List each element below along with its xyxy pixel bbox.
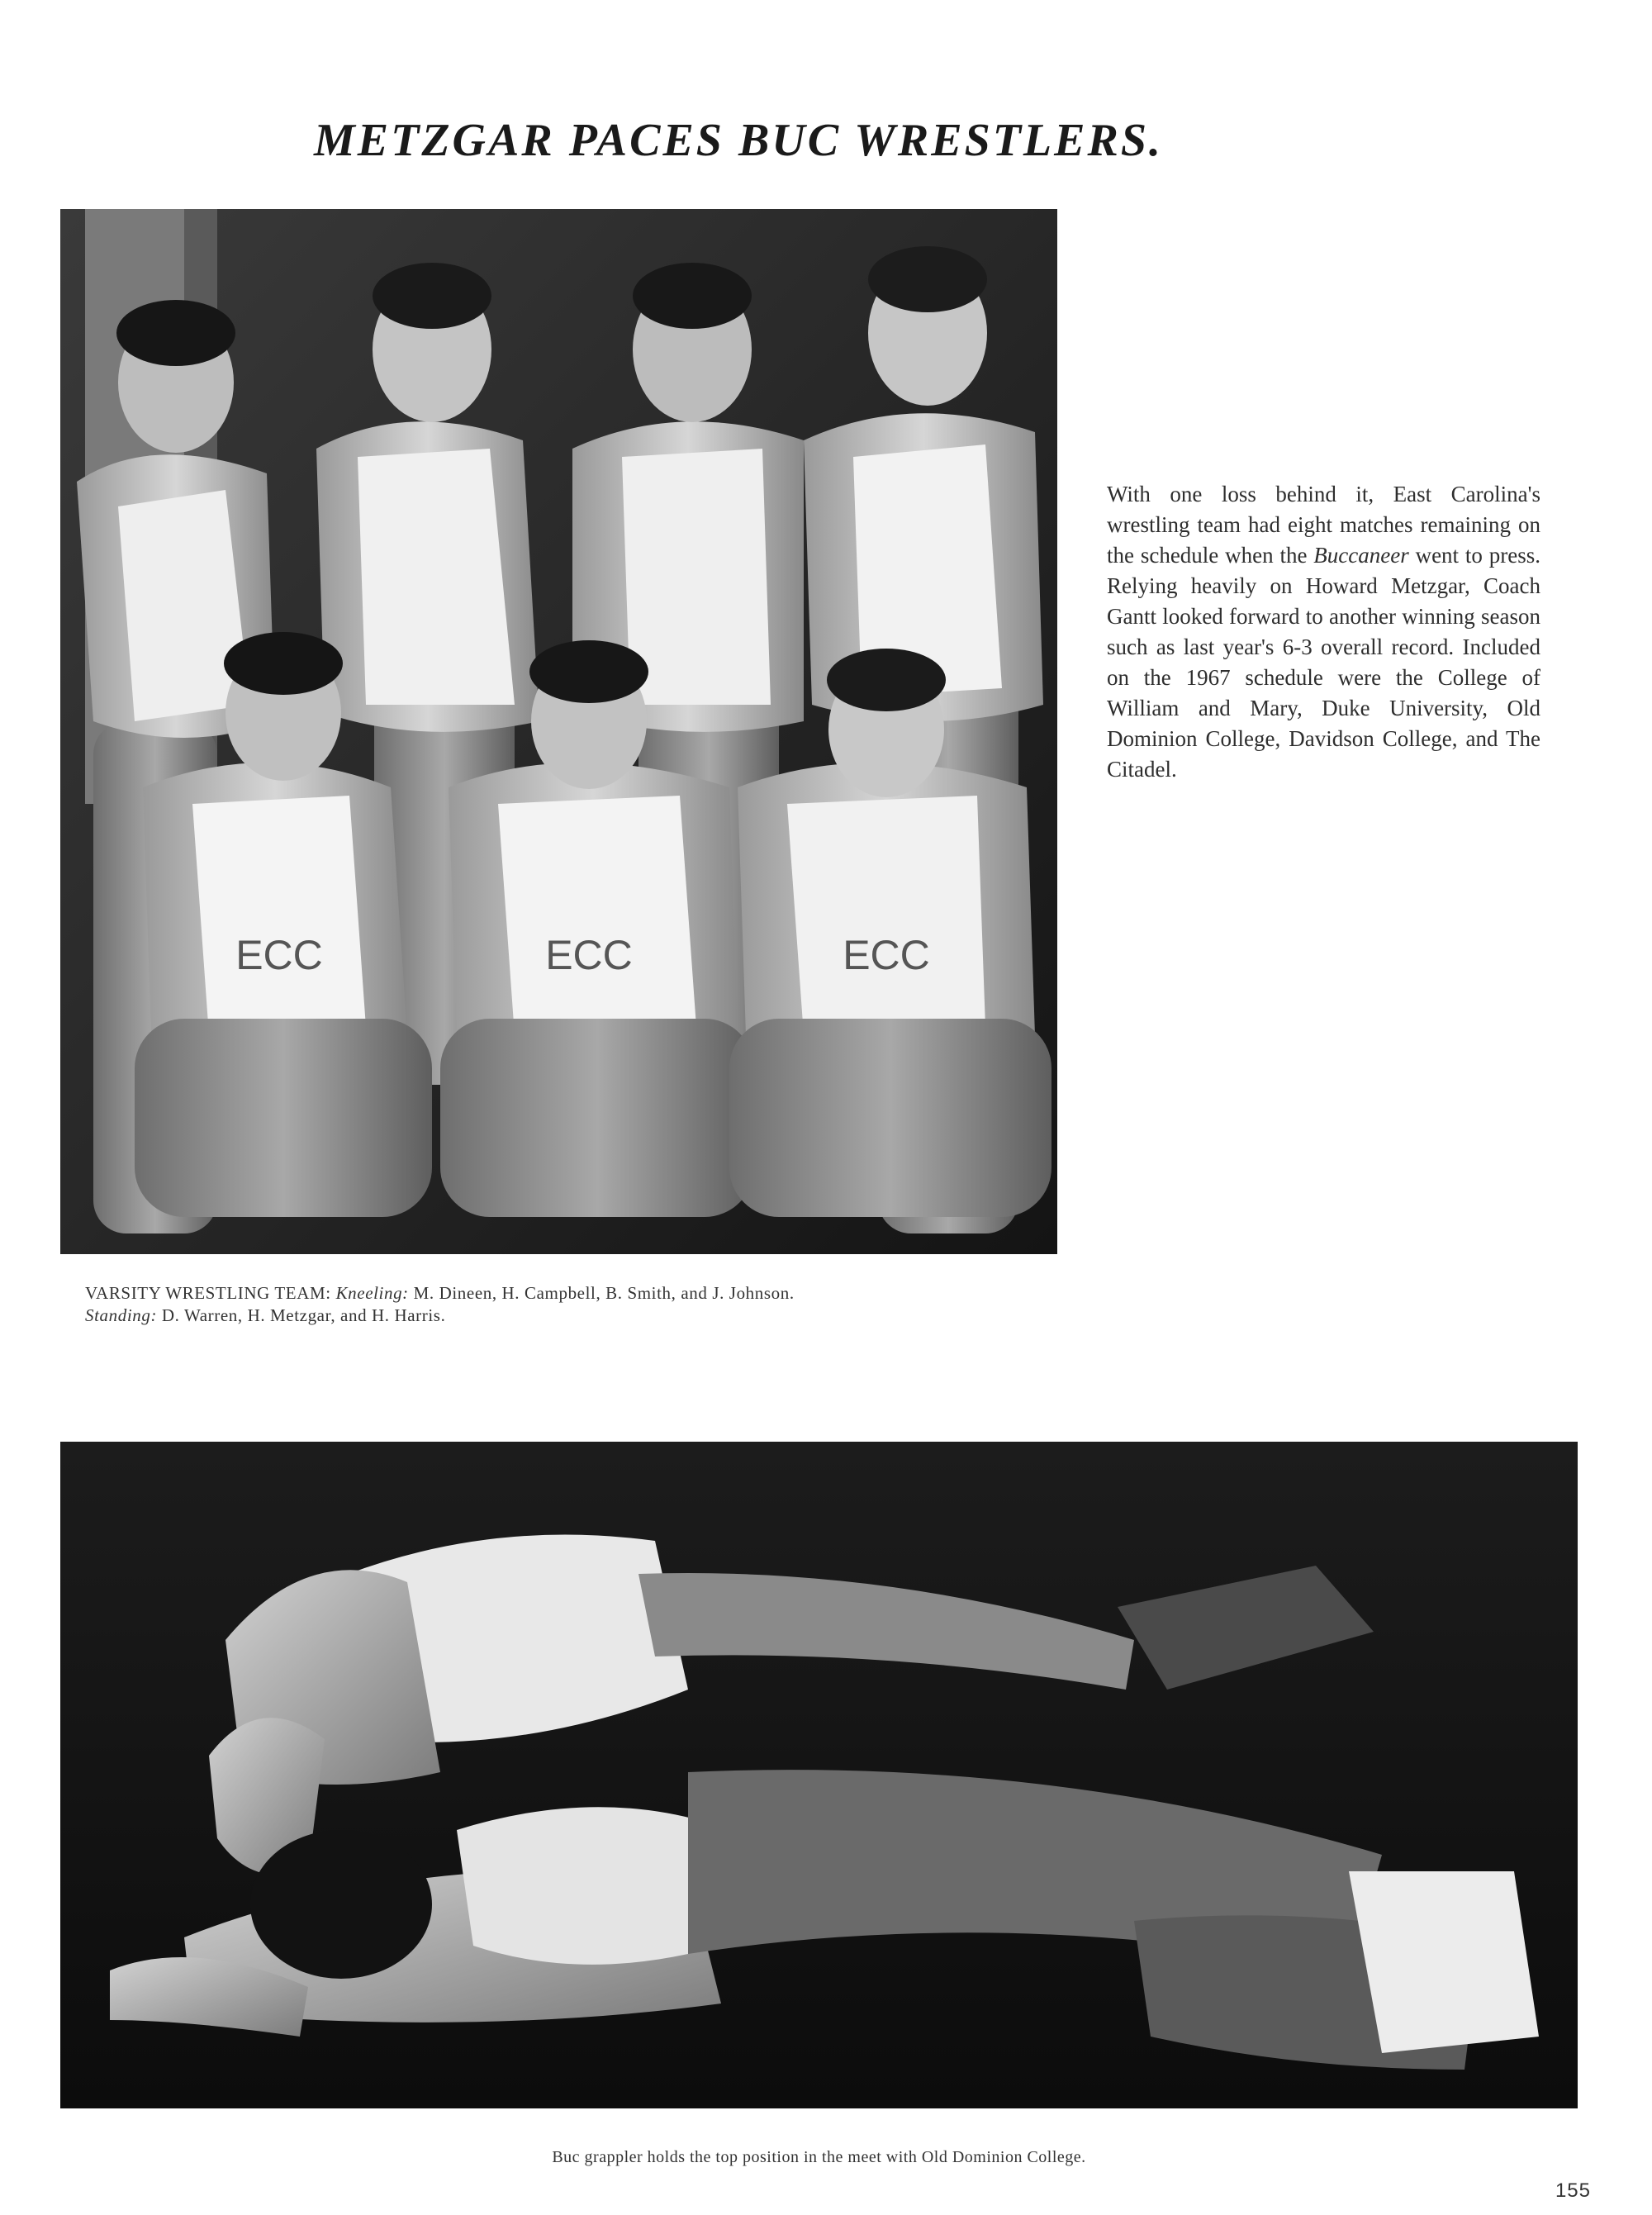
- team-photograph: [60, 209, 1057, 1254]
- action-photo-caption: Buc grappler holds the top position in the meet with Old Dominion College.: [552, 2148, 1086, 2166]
- article-text: With one loss behind it, East Carolina's wrestling team had eight matches remaining on the schedule when the: [1107, 482, 1540, 568]
- jersey-lettering: ECC: [545, 932, 633, 978]
- caption-team-label: VARSITY WRESTLING TEAM:: [85, 1283, 336, 1303]
- caption-standing-label: Standing:: [85, 1305, 158, 1325]
- article-body: [1107, 479, 1540, 785]
- jersey-lettering: ECC: [843, 932, 930, 978]
- team-photo-caption: [85, 1282, 1043, 1327]
- caption-kneeling-label: Kneeling:: [335, 1283, 409, 1303]
- caption-standing-names: D. Warren, H. Metzgar, and H. Harris.: [157, 1305, 446, 1325]
- action-photograph: [60, 1442, 1578, 2108]
- article-publication-name: Buccaneer: [1313, 543, 1409, 568]
- page-headline: METZGAR PACES BUC WRESTLERS.: [314, 115, 1163, 166]
- caption-kneeling-names: M. Dineen, H. Campbell, B. Smith, and J. Johnson.: [408, 1283, 795, 1303]
- page-number: 155: [1555, 2179, 1591, 2202]
- jersey-lettering: ECC: [235, 932, 323, 978]
- article-text: went to press. Relying heavily on Howard Metzgar, Coach Gantt looked forward to another winning season such as last year's 6-3 overall record. Included on the 1967 schedule were the College of William and Mary, Duke University, Old Dominion College, Davidson College, and The Citadel.: [1107, 543, 1540, 782]
